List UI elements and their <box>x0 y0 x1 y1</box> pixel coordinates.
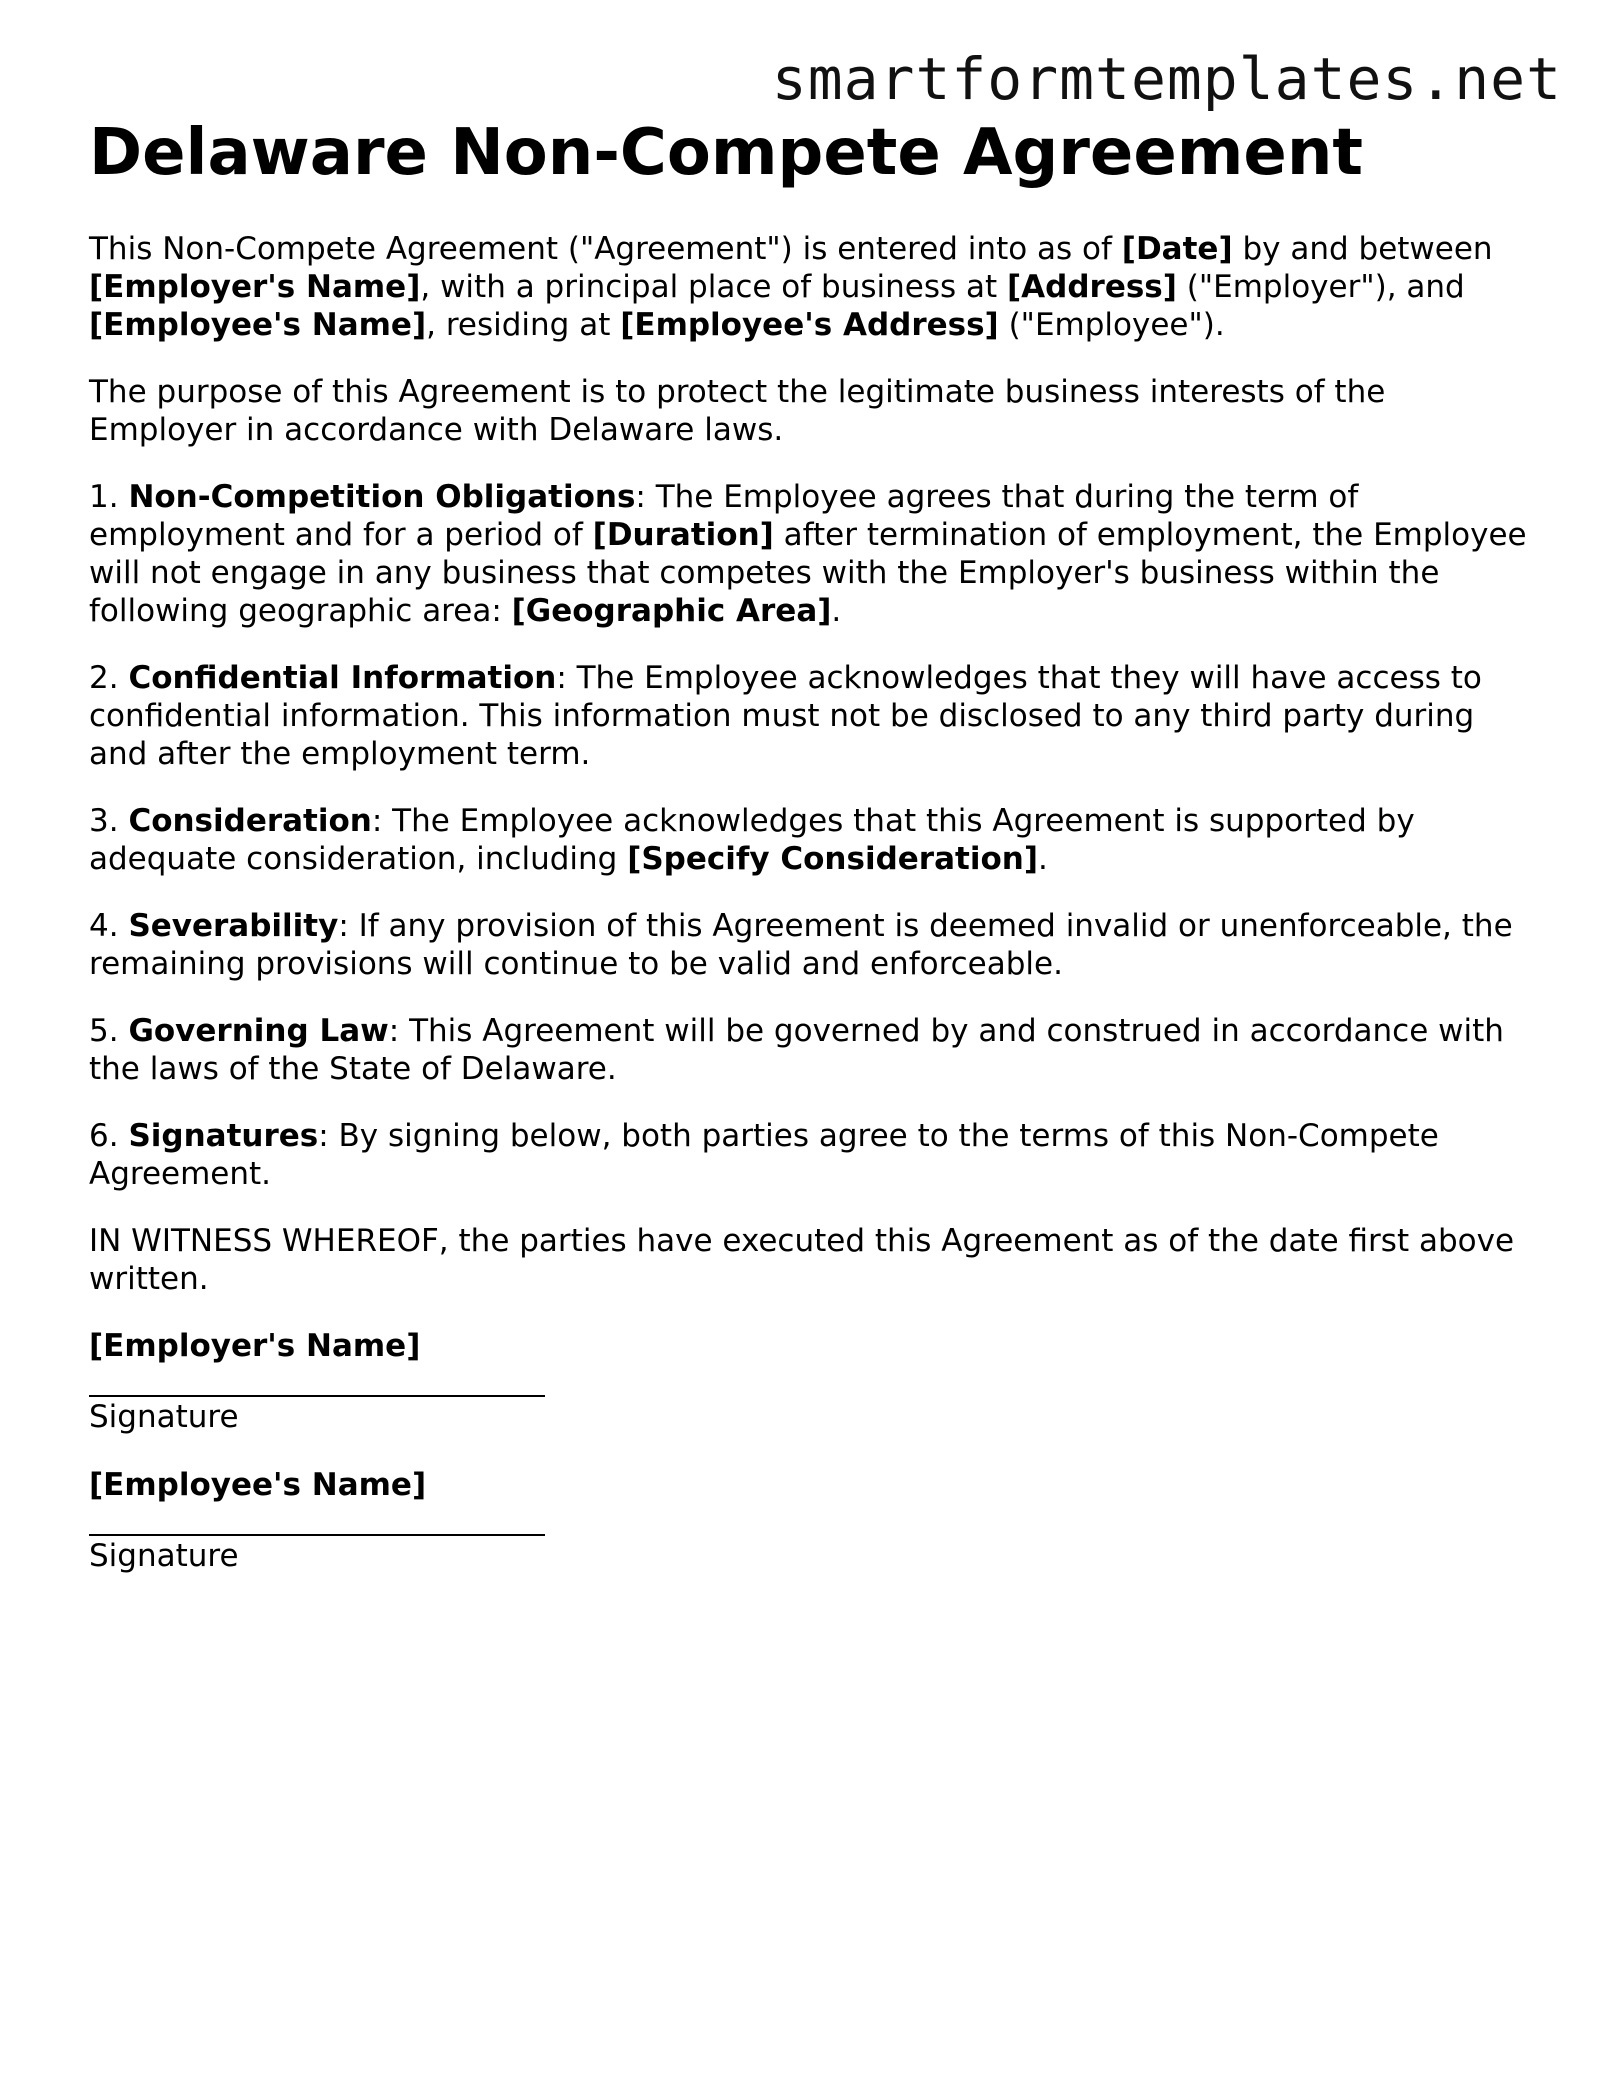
employer-signature-line[interactable] <box>89 1365 545 1397</box>
section-number: 4. <box>89 908 129 944</box>
section-number: 6. <box>89 1118 129 1154</box>
section-number: 2. <box>89 660 129 696</box>
section-heading: Non-Competition Obligations <box>128 479 636 515</box>
document-title: Delaware Non-Compete Agreement <box>89 116 1363 190</box>
section-text: : The Employee acknowledges that they will have access to confidential information. This information must not be disclosed to any third party during and after the employment term. <box>89 660 1482 772</box>
section-text: : The Employee agrees that during the term of employment and for a period of <box>89 479 1359 553</box>
section-severability <box>89 907 1539 983</box>
section-text: after termination of employment, the Employee will not engage in any business that competes with the Employer's business within the following geographic area: <box>89 517 1527 629</box>
section-number: 5. <box>89 1013 129 1049</box>
section-heading: Confidential Information <box>128 660 557 696</box>
section-heading: Governing Law <box>128 1013 389 1049</box>
section-text: . <box>1037 841 1048 877</box>
consideration-placeholder: [Specify Consideration] <box>627 841 1038 877</box>
employee-signature-block <box>89 1466 1539 1576</box>
geographic-area-placeholder: [Geographic Area] <box>511 593 832 629</box>
employer-signature-block <box>89 1327 1539 1437</box>
section-consideration <box>89 802 1539 878</box>
purpose-paragraph: The purpose of this Agreement is to protect the legitimate business interests of the Employer in accordance with Delaware laws. <box>89 374 1386 448</box>
intro-text: , residing at <box>426 307 621 343</box>
employer-signature-name: [Employer's Name] <box>89 1328 421 1364</box>
section-heading: Severability <box>128 908 339 944</box>
employer-name-placeholder: [Employer's Name] <box>89 269 421 305</box>
employee-address-placeholder: [Employee's Address] <box>620 307 999 343</box>
date-placeholder: [Date] <box>1121 231 1233 267</box>
document-page <box>89 114 1539 1605</box>
section-text: : By signing below, both parties agree to the terms of this Non-Compete Agreement. <box>89 1118 1439 1192</box>
section-text: . <box>831 593 842 629</box>
employee-name-placeholder: [Employee's Name] <box>89 307 427 343</box>
employee-signature-line[interactable] <box>89 1504 545 1536</box>
section-number: 1. <box>89 479 129 515</box>
duration-placeholder: [Duration] <box>592 517 774 553</box>
watermark: smartformtemplates.net <box>771 45 1562 113</box>
section-text: : If any provision of this Agreement is deemed invalid or unenforceable, the remaining provisions will continue to be valid and enforceable. <box>89 908 1513 982</box>
section-signatures <box>89 1117 1539 1193</box>
intro-text: ("Employee"). <box>998 307 1225 343</box>
intro-text: by and between <box>1232 231 1493 267</box>
intro-text: ("Employer"), and <box>1176 269 1465 305</box>
intro-paragraph <box>89 230 1539 344</box>
section-governing-law <box>89 1012 1539 1088</box>
section-text: : The Employee acknowledges that this Agreement is supported by adequate consideration, including <box>89 803 1415 877</box>
employer-signature-label: Signature <box>89 1399 239 1435</box>
section-text: : This Agreement will be governed by and construed in accordance with the laws of the State of Delaware. <box>89 1013 1504 1087</box>
section-heading: Signatures <box>128 1118 319 1154</box>
intro-text: , with a principal place of business at <box>420 269 1007 305</box>
employee-signature-label: Signature <box>89 1538 239 1574</box>
section-non-competition <box>89 478 1539 630</box>
witness-paragraph: IN WITNESS WHEREOF, the parties have executed this Agreement as of the date first above written. <box>89 1223 1515 1297</box>
section-number: 3. <box>89 803 129 839</box>
address-placeholder: [Address] <box>1007 269 1177 305</box>
section-heading: Consideration <box>128 803 372 839</box>
intro-text: This Non-Compete Agreement ("Agreement") is entered into as of <box>89 231 1122 267</box>
section-confidential-information <box>89 659 1539 773</box>
employee-signature-name: [Employee's Name] <box>89 1467 427 1503</box>
